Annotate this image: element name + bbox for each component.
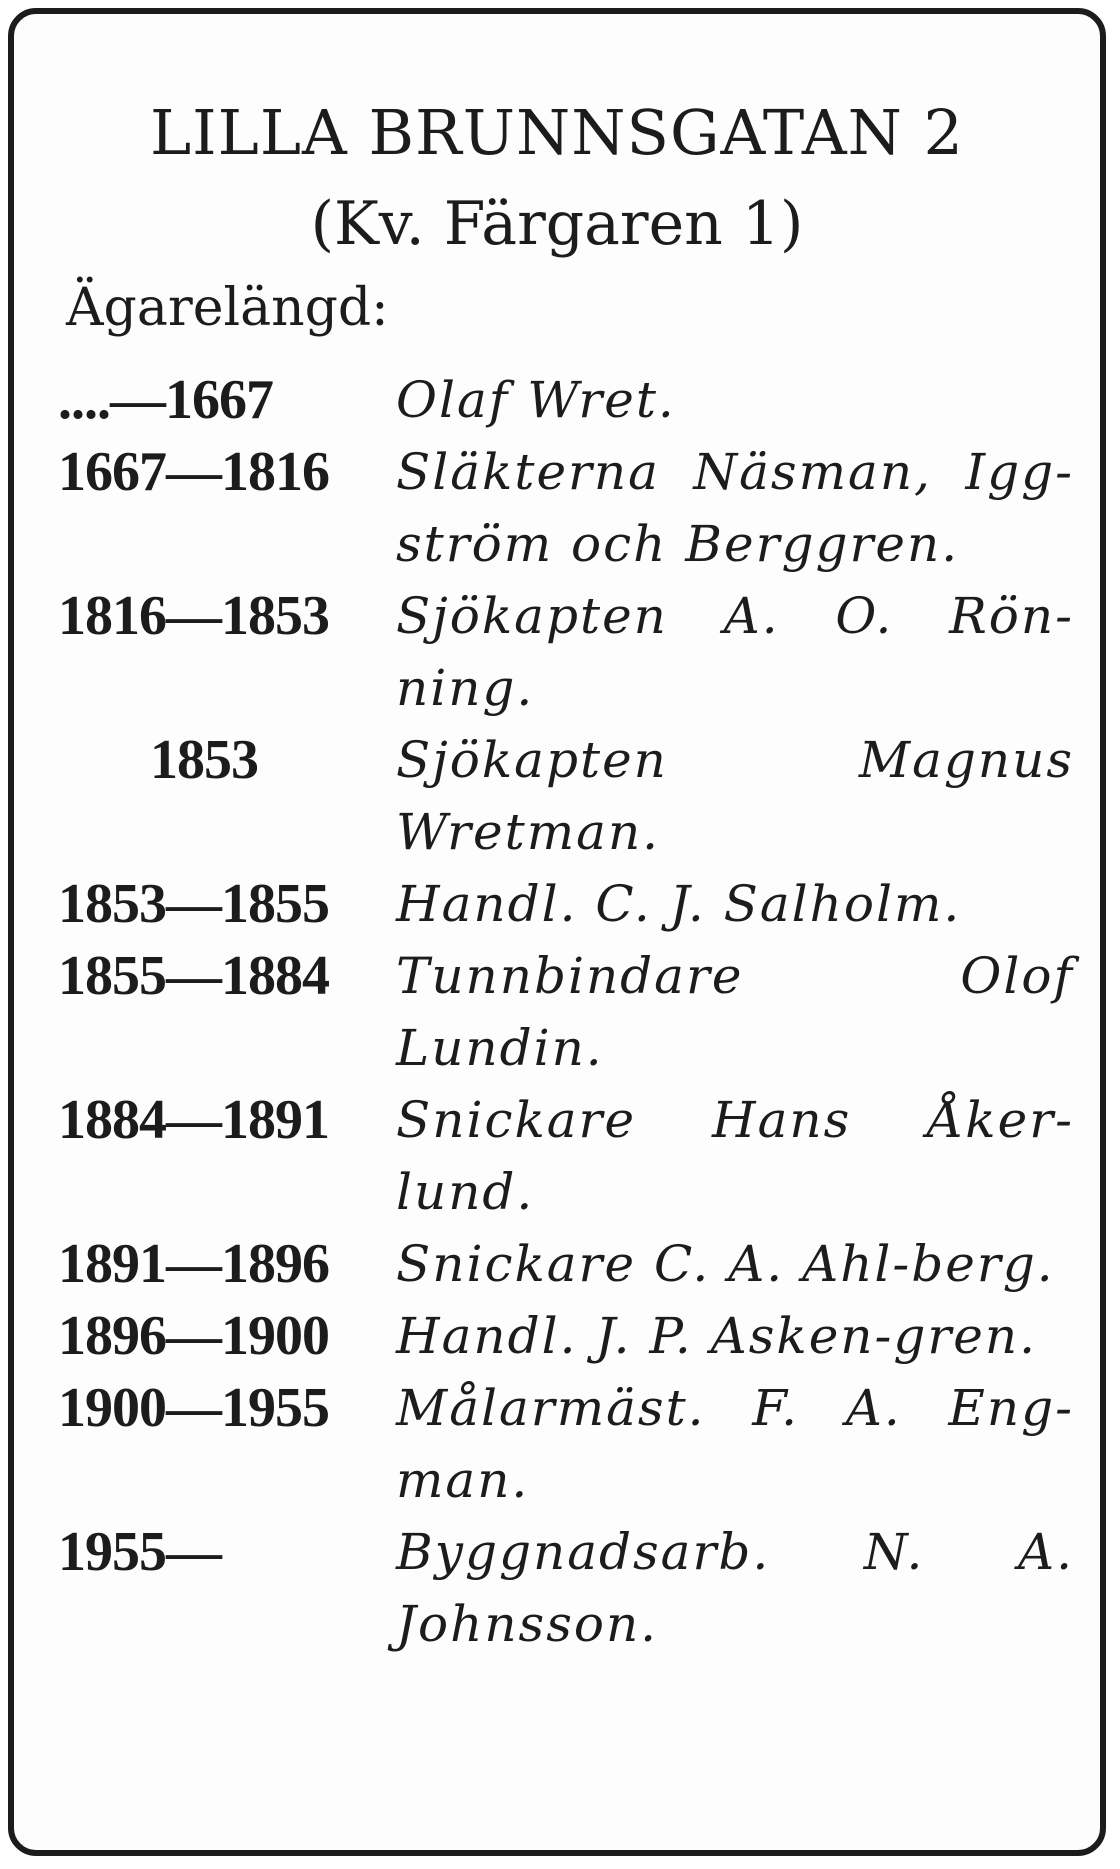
entry-years: 1884—1891: [58, 1089, 329, 1151]
owner-entry: [58, 1084, 1078, 1228]
owner-entry: [58, 724, 1078, 868]
owner-entry: [58, 1516, 1078, 1660]
entry-owner: Snickare C. A. Ahl-berg.: [396, 1235, 1055, 1293]
entry-years: 1896—1900: [58, 1305, 329, 1367]
page-subtitle: (Kv. Färgaren 1): [310, 189, 804, 259]
owner-list-heading: Ägarelängd:: [66, 278, 389, 338]
owner-entry: [58, 580, 1078, 724]
owner-list: [58, 364, 1078, 1660]
entry-owner: Sjökapten Magnus Wretman.: [396, 731, 1074, 861]
entry-years: ....—1667: [58, 369, 273, 431]
entry-years: 1816—1853: [58, 585, 329, 647]
entry-years: 1900—1955: [58, 1377, 329, 1439]
entry-owner: Sjökapten A. O. Rön-ning.: [396, 587, 1074, 717]
document-card: [8, 8, 1106, 1856]
owner-entry: [58, 940, 1078, 1084]
entry-owner: Byggnadsarb. N. A. Johnsson.: [396, 1523, 1074, 1653]
owner-entry: [58, 436, 1078, 580]
page-title: LILLA BRUNNSGATAN 2: [149, 96, 964, 169]
entry-years: 1853: [150, 729, 258, 791]
owner-entry: [58, 1300, 1078, 1372]
entry-owner: Målarmäst. F. A. Eng-man.: [396, 1379, 1074, 1509]
entry-years: 1853—1855: [58, 873, 329, 935]
entry-owner: Släkterna Näsman, Igg-ström och Berggren.: [396, 443, 1074, 573]
entry-years: 1891—1896: [58, 1233, 329, 1295]
owner-entry: [58, 868, 1078, 940]
owner-entry: [58, 1228, 1078, 1300]
entry-years: 1667—1816: [58, 441, 329, 503]
entry-owner: Snickare Hans Åker-lund.: [396, 1091, 1074, 1221]
owner-entry: [58, 364, 1078, 436]
entry-owner: Olaf Wret.: [396, 371, 676, 429]
entry-years: 1955—: [58, 1521, 221, 1583]
entry-years: 1855—1884: [58, 945, 329, 1007]
entry-owner: Tunnbindare Olof Lundin.: [396, 947, 1074, 1077]
entry-owner: Handl. J. P. Asken-gren.: [396, 1307, 1037, 1365]
owner-entry: [58, 1372, 1078, 1516]
entry-owner: Handl. C. J. Salholm.: [396, 875, 962, 933]
